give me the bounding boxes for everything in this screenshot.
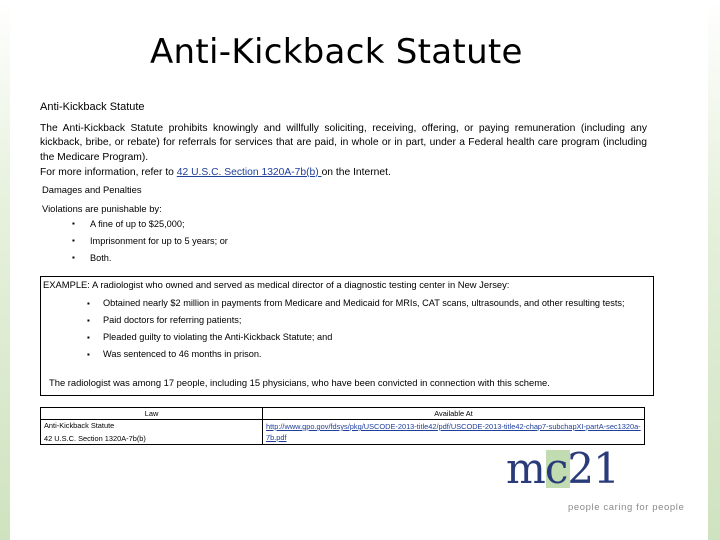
logo-text-21: 21 bbox=[567, 444, 619, 493]
example-footer: The radiologist was among 17 people, including 15 physicians, who have been convicted in connection with this scheme. bbox=[49, 377, 550, 388]
list-item: ▪ Obtained nearly $2 million in payments from Medicare and Medicaid for MRIs, CAT scans, ultrasounds, and other resulting tests; bbox=[87, 297, 647, 310]
table-header-available: Available At bbox=[263, 408, 645, 420]
damages-heading: Damages and Penalties bbox=[42, 184, 142, 195]
list-item: ▪ Pleaded guilty to violating the Anti-Kickback Statute; and bbox=[87, 331, 647, 344]
list-item: ▪ Imprisonment for up to 5 years; or bbox=[72, 236, 228, 253]
left-decor-bar bbox=[0, 0, 10, 540]
logo-tagline: people caring for people bbox=[568, 502, 685, 513]
more-info-line bbox=[40, 167, 391, 178]
list-item: ▪ Both. bbox=[72, 253, 228, 270]
more-info-suffix: on the Internet. bbox=[321, 167, 391, 178]
gpo-link[interactable]: http://www.gpo.gov/fdsys/pkg/USCODE-2013-title42/pdf/USCODE-2013-title42-chap7-subchapXI-partA-sec1320a-7b.pdf bbox=[266, 422, 641, 442]
law-table bbox=[40, 407, 645, 445]
table-header-law: Law bbox=[41, 408, 263, 420]
intro-paragraph: The Anti-Kickback Statute prohibits knowingly and willfully soliciting, receiving, offering, or paying remuneration (including any kickback, bribe, or rebate) for referrals for services that are paid, in whole or in part, under a Federal health care program (including the Medicare Program). bbox=[40, 123, 647, 163]
list-item: ▪ A fine of up to $25,000; bbox=[72, 219, 228, 236]
example-box bbox=[40, 276, 654, 396]
more-info-prefix: For more information, refer to bbox=[40, 167, 177, 178]
statute-link[interactable]: 42 U.S.C. Section 1320A-7b(b) bbox=[176, 167, 322, 178]
example-lead: EXAMPLE: A radiologist who owned and served as medical director of a diagnostic testing center in New Jersey: bbox=[43, 279, 510, 290]
logo-text-mc: mc bbox=[506, 444, 568, 493]
right-decor-bar bbox=[708, 0, 720, 540]
table-row bbox=[41, 420, 645, 445]
table-header-row bbox=[41, 408, 645, 420]
table-cell-url bbox=[263, 420, 645, 445]
law-line: 42 U.S.C. Section 1320A-7b(b) bbox=[44, 434, 146, 443]
list-item: ▪ Paid doctors for referring patients; bbox=[87, 314, 647, 327]
page-title: Anti-Kickback Statute bbox=[150, 32, 523, 72]
list-item: ▪ Was sentenced to 46 months in prison. bbox=[87, 348, 647, 361]
penalties-list bbox=[72, 219, 228, 270]
violations-lead: Violations are punishable by: bbox=[42, 203, 162, 214]
example-list bbox=[87, 297, 647, 365]
law-line: Anti-Kickback Statute bbox=[44, 421, 115, 430]
table-cell-law bbox=[41, 420, 263, 445]
mc21-logo bbox=[506, 444, 619, 493]
section-subtitle: Anti-Kickback Statute bbox=[40, 101, 145, 113]
